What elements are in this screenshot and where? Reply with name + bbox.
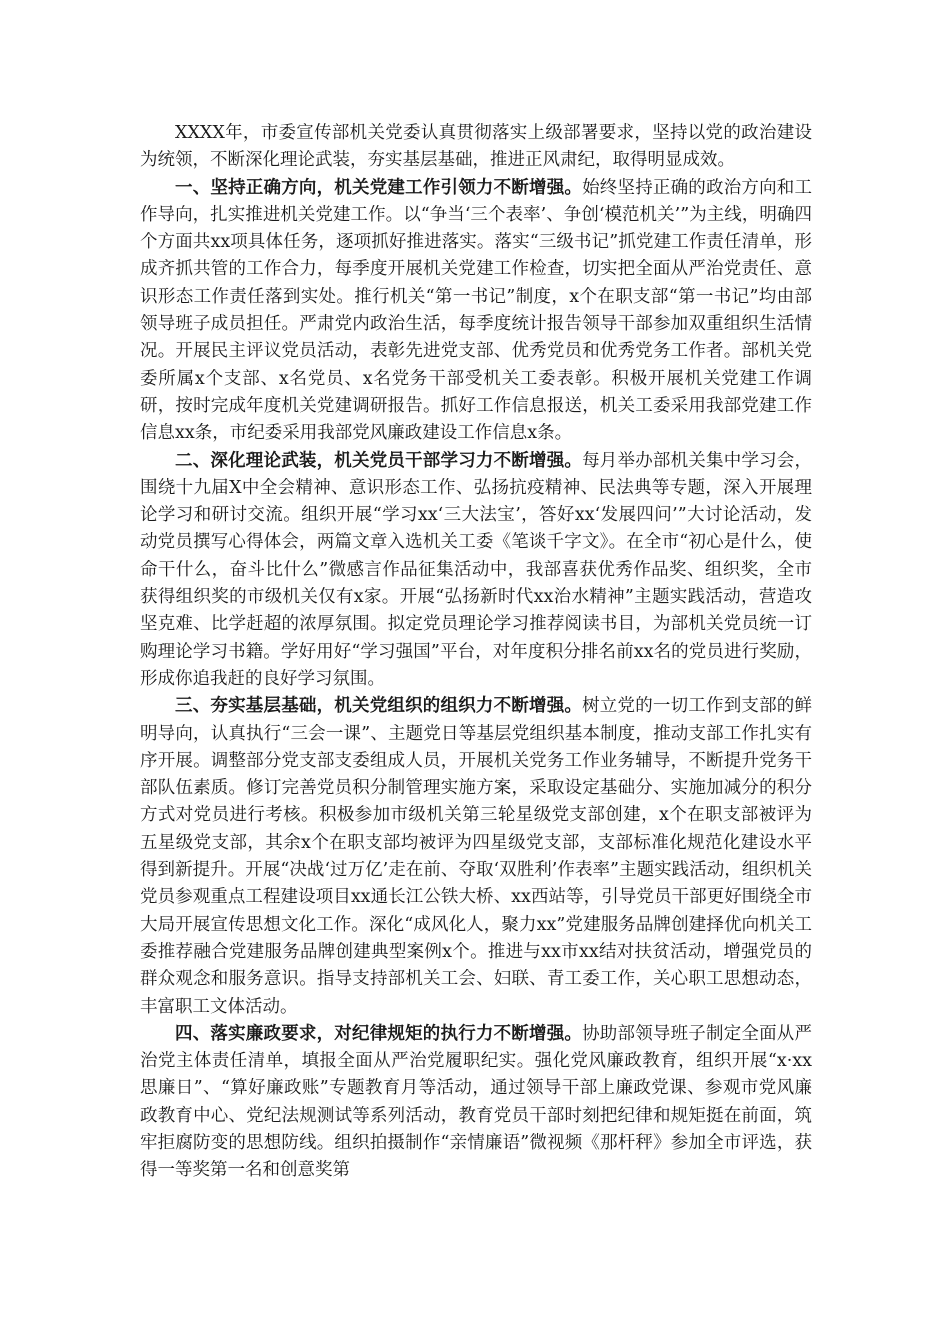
- section-heading: 三、夯实基层基础，机关党组织的组织力不断增强。: [175, 696, 583, 717]
- paragraph-text: 树立党的一切工作到支部的鲜明导向，认真执行“三会一课”、主题党日等基层党组织基本制度，推动支部工作扎实有序开展。调整部分党支部支委组成人员，开展机关党务工作业务辅导，不断提升党务干部队伍素质。修订完善党员积分制管理实施方案，采取设定基础分、实施加减分的积分方式对党员进行考核。积极参加市级机关第三轮星级党支部创建，x个在职支部被评为五星级党支部，其余x个在职支部均被评为四星级党支部，支部标准化规范化建设水平得到新提升。开展“决战‘过万亿’走在前、夺取‘双胜利’作表率”主题实践活动，组织机关党员参观重点工程建设项目xx通长江公铁大桥、xx西站等，引导党员干部更好围绕全市大局开展宣传思想文化工作。深化“成风化人，聚力xx”党建服务品牌创建择优向机关工委推荐融合党建服务品牌创建典型案例x个。推进与xx市xx结对扶贫活动，增强党员的群众观念和服务意识。指导支持部机关工会、妇联、青工委工作，关心职工思想动态，丰富职工文体活动。: [140, 696, 813, 1017]
- paragraph-section-3: [140, 693, 812, 1021]
- document-body: [140, 120, 812, 1185]
- paragraph-text: 协助部领导班子制定全面从严治党主体责任清单，填报全面从严治党履职纪实。强化党风廉政教育，组织开展“x·xx思廉日”、“算好廉政账”专题教育月等活动，通过领导干部上廉政党课、参观市党风廉政教育中心、党纪法规测试等系列活动，教育党员干部时刻把纪律和规矩挺在前面，筑牢拒腐防变的思想防线。组织拍摄制作“亲情廉语”微视频《那杆秤》参加全市评选，获得一等奖第一名和创意奖第: [140, 1023, 813, 1181]
- paragraph-text: 每月举办部机关集中学习会，围绕十九届X中全会精神、意识形态工作、弘扬抗疫精神、民法典等专题，深入开展理论学习和研讨交流。组织开展“学习xx‘三大法宝’，答好xx‘发展四问’”大讨论活动，发动党员撰写心得体会，两篇文章入选机关工委《笔谈千字文》。在全市“初心是什么，使命干什么，奋斗比什么”微感言作品征集活动中，我部喜获优秀作品奖、组织奖，全市获得组织奖的市级机关仅有x家。开展“弘扬新时代xx治水精神”主题实践活动，营造攻坚克难、比学赶超的浓厚氛围。拟定党员理论学习推荐阅读书目，为部机关党员统一订购理论学习书籍。学好用好“学习强国”平台，对年度积分排名前xx名的党员进行奖励，形成你追我赶的良好学习氛围。: [140, 450, 813, 689]
- paragraph-section-4: [140, 1021, 812, 1185]
- paragraph-text: 始终坚持正确的政治方向和工作导向，扎实推进机关党建工作。以“争当‘三个表率’、争创‘模范机关’”为主线，明确四个方面共xx项具体任务，逐项抓好推进落实。落实“三级书记”抓党建工作责任清单，形成齐抓共管的工作合力，每季度开展机关党建工作检查，切实把全面从严治党责任、意识形态工作责任落到实处。推行机关“第一书记”制度，x个在职支部“第一书记”均由部领导班子成员担任。严肃党内政治生活，每季度统计报告领导干部参加双重组织生活情况。开展民主评议党员活动，表彰先进党支部、优秀党员和优秀党务工作者。部机关党委所属x个支部、x名党员、x名党务干部受机关工委表彰。积极开展机关党建工作调研，按时完成年度机关党建调研报告。抓好工作信息报送，机关工委采用我部党建工作信息xx条，市纪委采用我部党风廉政建设工作信息x条。: [140, 177, 813, 444]
- section-heading: 一、坚持正确方向，机关党建工作引领力不断增强。: [175, 177, 583, 198]
- paragraph-section-2: [140, 448, 812, 694]
- paragraph-intro: [140, 120, 812, 175]
- section-heading: 二、深化理论武装，机关党员干部学习力不断增强。: [175, 450, 583, 471]
- paragraph-section-1: [140, 175, 812, 448]
- section-heading: 四、落实廉政要求，对纪律规矩的执行力不断增强。: [175, 1023, 583, 1044]
- paragraph-text: XXXX年，市委宣传部机关党委认真贯彻落实上级部署要求，坚持以党的政治建设为统领，不断深化理论武装，夯实基层基础，推进正风肃纪，取得明显成效。: [140, 123, 812, 171]
